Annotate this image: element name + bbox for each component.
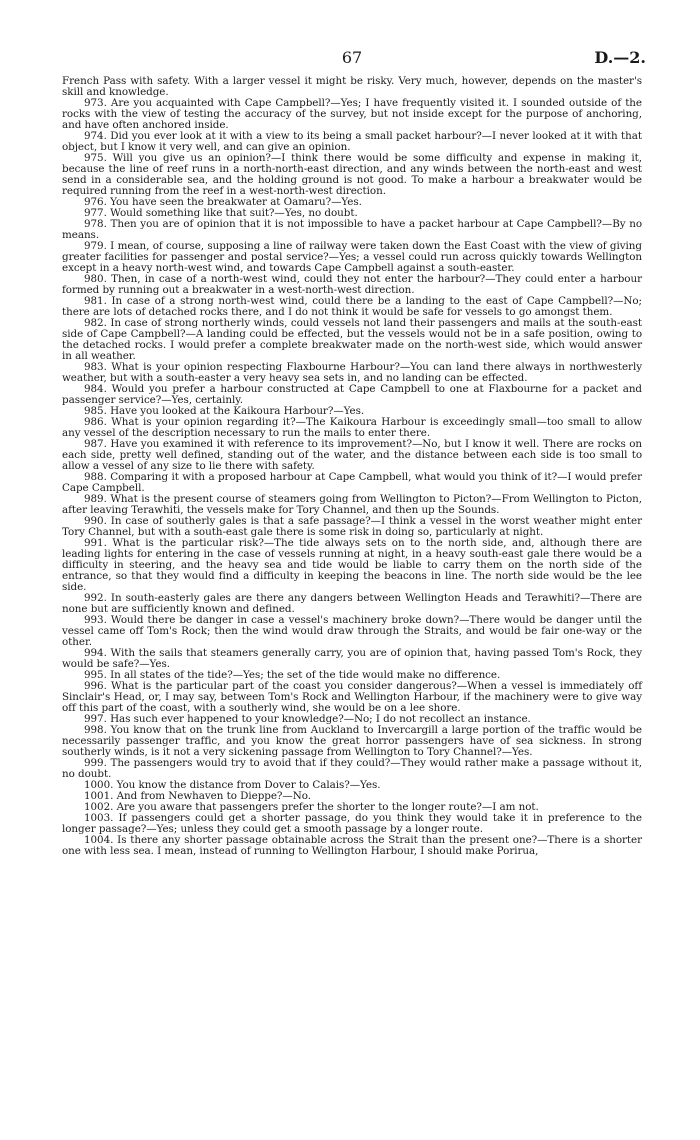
- question-answer-paragraph: 978. Then you are of opinion that it is not impossible to have a packet harbour at Cape Campbell?—By no means.: [62, 218, 642, 241]
- question-answer-paragraph: 991. What is the particular risk?—The tide always sets on to the north side, and, although there are leading lights for entering in the case of vessels running at night, in a heavy south-east gale there would be a difficulty in steering, and the heavy sea and tide would be liable to carry them on the north side of the entrance, so that they would find a difficulty in keeping the beacons in line. The north side would be the lee side.: [62, 537, 642, 593]
- question-answer-paragraph: 974. Did you ever look at it with a view to its being a small packet harbour?—I never looked at it with that object, but I know it very well, and can give an opinion.: [62, 130, 642, 153]
- question-answer-paragraph: 1000. You know the distance from Dover to Calais?—Yes.: [84, 779, 381, 791]
- question-answer-paragraph: 983. What is your opinion respecting Flaxbourne Harbour?—You can land there always in northwesterly weather, but with a south-easter a very heavy sea sets in, and no landing can be effected.: [62, 361, 642, 384]
- question-answer-paragraph: 990. In case of southerly gales is that a safe passage?—I think a vessel in the worst weather might enter Tory Channel, but with a south-east gale there is some risk in doing so, particularly at night.: [62, 515, 642, 538]
- question-answer-paragraph: 975. Will you give us an opinion?—I think there would be some difficulty and expense in making it, because the line of reef runs in a north-north-east direction, and any winds between the north-east and west send in a considerable sea, and the holding ground is not good. To make a harbour a breakwater would be required running from the reef in a west-north-west direction.: [62, 152, 642, 197]
- question-answer-paragraph: 973. Are you acquainted with Cape Campbell?—Yes; I have frequently visited it. I sounded outside of the rocks with the view of testing the accuracy of the survey, but not inside except for the purpose of anchoring, and have often anchored inside.: [62, 97, 642, 131]
- question-answer-paragraph: 976. You have seen the breakwater at Oamaru?—Yes.: [84, 196, 362, 208]
- question-answer-paragraph: 982. In case of strong northerly winds, could vessels not land their passengers and mails at the south-east side of Cape Campbell?—A landing could be effected, but the vessels would not be in a safe position, owing to the detached rocks. I would prefer a complete breakwater made on the north-west side, which would answer in all weather.: [62, 317, 642, 362]
- question-answer-paragraph: 981. In case of a strong north-west wind, could there be a landing to the east of Cape Campbell?—No; there are lots of detached rocks there, and I do not think it would be safe for vessels to go amongst them.: [62, 295, 642, 318]
- question-answer-paragraph: 1002. Are you aware that passengers prefer the shorter to the longer route?—I am not.: [84, 801, 539, 813]
- question-answer-paragraph: 984. Would you prefer a harbour constructed at Cape Campbell to one at Flaxbourne for a packet and passenger service?—Yes, certainly.: [62, 383, 642, 406]
- question-answer-paragraph: 1001. And from Newhaven to Dieppe?—No.: [84, 790, 311, 802]
- question-answer-paragraph: 999. The passengers would try to avoid that if they could?—They would rather make a passage without it, no doubt.: [62, 757, 642, 780]
- body-text: [62, 76, 642, 857]
- question-answer-paragraph: 987. Have you examined it with reference to its improvement?—No, but I know it well. There are rocks on each side, pretty well defined, standing out of the water, and the distance between each side is too small to allow a vessel of any size to lie there with safety.: [62, 438, 642, 472]
- question-answer-paragraph: 989. What is the present course of steamers going from Wellington to Picton?—From Wellington to Picton, after leaving Terawhiti, the vessels make for Tory Channel, and then up the Sounds.: [62, 493, 642, 516]
- page-number: 67: [341, 48, 363, 67]
- question-answer-paragraph: 1004. Is there any shorter passage obtainable across the Strait than the present one?—There is a shorter one with less sea. I mean, instead of running to Wellington Harbour, I should make Porirua,: [62, 834, 642, 857]
- question-answer-paragraph: 994. With the sails that steamers generally carry, you are of opinion that, having passed Tom's Rock, they would be safe?—Yes.: [62, 647, 642, 670]
- question-answer-paragraph: 1003. If passengers could get a shorter passage, do you think they would take it in preference to the longer passage?—Yes; unless they could get a smooth passage by a longer route.: [62, 812, 642, 835]
- question-answer-paragraph: 996. What is the particular part of the coast you consider dangerous?—When a vessel is immediately off Sinclair's Head, or, I may say, between Tom's Rock and Wellington Harbour, if the machinery were to give way off this part of the coast, with a southerly wind, she would be on a lee shore.: [62, 680, 642, 714]
- question-answer-paragraph: 997. Has such ever happened to your knowledge?—No; I do not recollect an instance.: [84, 713, 531, 725]
- question-answer-paragraph: 985. Have you looked at the Kaikoura Harbour?—Yes.: [84, 405, 365, 417]
- question-answer-paragraph: 993. Would there be danger in case a vessel's machinery broke down?—There would be danger until the vessel came off Tom's Rock; then the wind would draw through the Straits, and would be fair one-way or the other.: [62, 614, 642, 648]
- question-answer-paragraph: 980. Then, in case of a north-west wind, could they not enter the harbour?—They could enter a harbour formed by running out a breakwater in a west-north-west direction.: [62, 273, 642, 296]
- page-header: [62, 48, 646, 72]
- question-answer-paragraph: 986. What is your opinion regarding it?—The Kaikoura Harbour is exceedingly small—too small to allow any vessel of the description necessary to run the mails to enter there.: [62, 416, 642, 439]
- document-page: [62, 48, 646, 857]
- question-answer-paragraph: 992. In south-easterly gales are there any dangers between Wellington Heads and Terawhiti?—There are none but are sufficiently known and defined.: [62, 592, 642, 615]
- question-answer-paragraph: 979. I mean, of course, supposing a line of railway were taken down the East Coast with the view of giving greater facilities for passenger and postal service?—Yes; a vessel could run across quickly towards Wellington except in a heavy north-west wind, and towards Cape Campbell against a south-easter.: [62, 240, 642, 274]
- question-answer-paragraph: 998. You know that on the trunk line from Auckland to Invercargill a large portion of the traffic would be necessarily passenger traffic, and you know the great horror passengers have of sea sickness. In strong southerly winds, is it not a very sickening passage from Wellington to Tory Channel?—Yes.: [62, 724, 642, 758]
- question-answer-paragraph: 977. Would something like that suit?—Yes, no doubt.: [84, 207, 358, 219]
- question-answer-paragraph: 995. In all states of the tide?—Yes; the set of the tide would make no difference.: [84, 669, 501, 681]
- continuation-paragraph: French Pass with safety. With a larger vessel it might be risky. Very much, however, depends on the master's skill and knowledge.: [62, 75, 642, 98]
- document-reference: D.—2.: [594, 48, 646, 67]
- question-answer-paragraph: 988. Comparing it with a proposed harbour at Cape Campbell, what would you think of it?—I would prefer Cape Campbell.: [62, 471, 642, 494]
